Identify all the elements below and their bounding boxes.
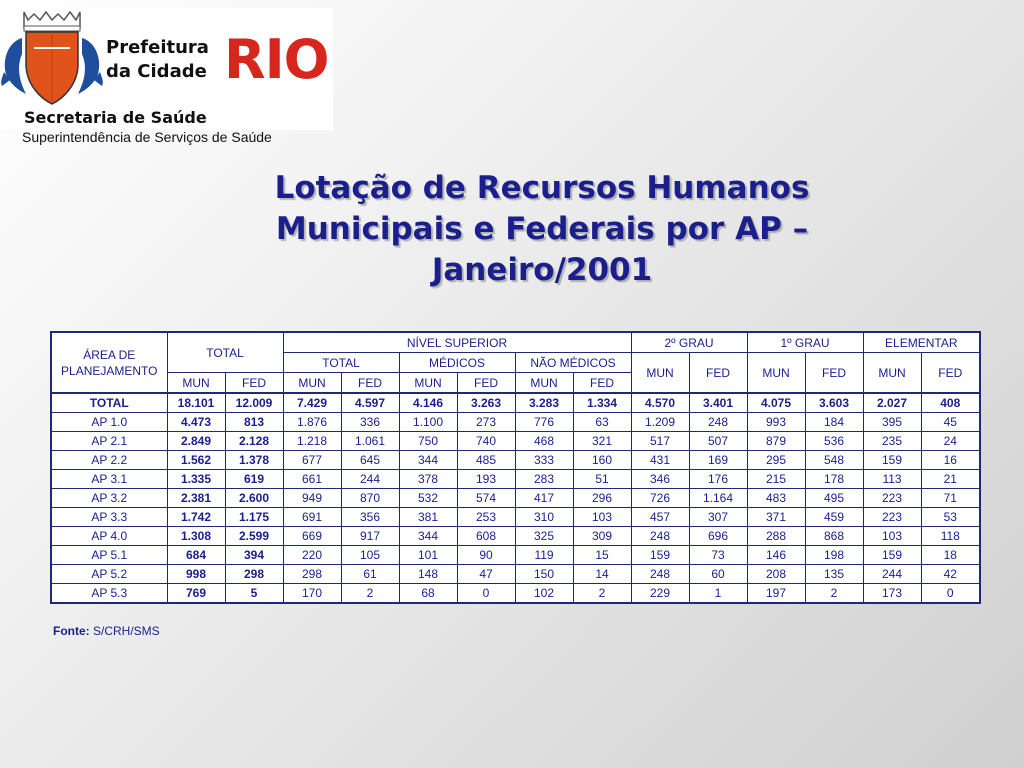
value-cell: 2.600	[225, 489, 283, 508]
value-cell: 2.128	[225, 432, 283, 451]
value-cell: 333	[515, 451, 573, 470]
value-cell: 0	[457, 584, 515, 604]
header-nao-medicos: NÃO MÉDICOS	[515, 353, 631, 373]
header-mun: MUN	[399, 373, 457, 394]
value-cell: 296	[573, 489, 631, 508]
value-cell: 1.164	[689, 489, 747, 508]
value-cell: 113	[863, 470, 921, 489]
header-mun: MUN	[515, 373, 573, 394]
table-row	[51, 584, 980, 604]
city-emblem-icon	[0, 8, 104, 108]
value-cell: 1	[689, 584, 747, 604]
value-cell: 868	[805, 527, 863, 546]
header-mun: MUN	[863, 353, 921, 394]
value-cell: 1.100	[399, 413, 457, 432]
value-cell: 208	[747, 565, 805, 584]
value-cell: 5	[225, 584, 283, 604]
value-cell: 244	[863, 565, 921, 584]
value-cell: 197	[747, 584, 805, 604]
value-cell: 215	[747, 470, 805, 489]
value-cell: 459	[805, 508, 863, 527]
value-cell: 0	[921, 584, 980, 604]
value-cell: 135	[805, 565, 863, 584]
table-row	[51, 489, 980, 508]
value-cell: 517	[631, 432, 689, 451]
value-cell: 71	[921, 489, 980, 508]
org-subtitle: Superintendência de Serviços de Saúde	[22, 129, 272, 145]
value-cell: 4.146	[399, 393, 457, 413]
value-cell: 103	[573, 508, 631, 527]
value-cell: 223	[863, 489, 921, 508]
area-cell: AP 2.1	[51, 432, 167, 451]
value-cell: 813	[225, 413, 283, 432]
value-cell: 253	[457, 508, 515, 527]
source-value: S/CRH/SMS	[89, 624, 160, 638]
value-cell: 776	[515, 413, 573, 432]
area-cell: AP 5.2	[51, 565, 167, 584]
area-cell: AP 2.2	[51, 451, 167, 470]
value-cell: 248	[689, 413, 747, 432]
title-line-1: Lotação de Recursos Humanos	[274, 170, 810, 206]
value-cell: 298	[283, 565, 341, 584]
table-row	[51, 565, 980, 584]
value-cell: 24	[921, 432, 980, 451]
value-cell: 220	[283, 546, 341, 565]
value-cell: 12.009	[225, 393, 283, 413]
value-cell: 507	[689, 432, 747, 451]
value-cell: 229	[631, 584, 689, 604]
area-cell: AP 3.2	[51, 489, 167, 508]
value-cell: 159	[863, 451, 921, 470]
logo-rio: RIO	[224, 28, 329, 91]
value-cell: 16	[921, 451, 980, 470]
value-cell: 696	[689, 527, 747, 546]
value-cell: 170	[283, 584, 341, 604]
table-row	[51, 432, 980, 451]
value-cell: 457	[631, 508, 689, 527]
value-cell: 198	[805, 546, 863, 565]
value-cell: 879	[747, 432, 805, 451]
page-title	[230, 168, 854, 291]
value-cell: 750	[399, 432, 457, 451]
area-cell: AP 4.0	[51, 527, 167, 546]
value-cell: 608	[457, 527, 515, 546]
table-row	[51, 451, 980, 470]
value-cell: 2	[341, 584, 399, 604]
value-cell: 4.473	[167, 413, 225, 432]
value-cell: 45	[921, 413, 980, 432]
value-cell: 726	[631, 489, 689, 508]
value-cell: 536	[805, 432, 863, 451]
value-cell: 2	[573, 584, 631, 604]
value-cell: 1.378	[225, 451, 283, 470]
logo	[0, 8, 333, 130]
area-cell: AP 5.1	[51, 546, 167, 565]
value-cell: 223	[863, 508, 921, 527]
value-cell: 184	[805, 413, 863, 432]
value-cell: 103	[863, 527, 921, 546]
value-cell: 47	[457, 565, 515, 584]
value-cell: 173	[863, 584, 921, 604]
header-fed: FED	[921, 353, 980, 394]
value-cell: 283	[515, 470, 573, 489]
value-cell: 3.603	[805, 393, 863, 413]
value-cell: 356	[341, 508, 399, 527]
value-cell: 1.308	[167, 527, 225, 546]
header-fed: FED	[573, 373, 631, 394]
logo-line-1: Prefeitura	[106, 37, 209, 58]
area-cell: AP 3.3	[51, 508, 167, 527]
header-mun: MUN	[747, 353, 805, 394]
value-cell: 176	[689, 470, 747, 489]
value-cell: 325	[515, 527, 573, 546]
value-cell: 119	[515, 546, 573, 565]
value-cell: 677	[283, 451, 341, 470]
value-cell: 4.597	[341, 393, 399, 413]
value-cell: 4.075	[747, 393, 805, 413]
header-total: TOTAL	[167, 332, 283, 373]
value-cell: 1.218	[283, 432, 341, 451]
value-cell: 61	[341, 565, 399, 584]
value-cell: 870	[341, 489, 399, 508]
value-cell: 346	[631, 470, 689, 489]
value-cell: 178	[805, 470, 863, 489]
value-cell: 7.429	[283, 393, 341, 413]
value-cell: 740	[457, 432, 515, 451]
value-cell: 18.101	[167, 393, 225, 413]
header-fed: FED	[805, 353, 863, 394]
value-cell: 1.335	[167, 470, 225, 489]
value-cell: 235	[863, 432, 921, 451]
value-cell: 661	[283, 470, 341, 489]
value-cell: 2.381	[167, 489, 225, 508]
value-cell: 148	[399, 565, 457, 584]
source-label: Fonte:	[53, 624, 90, 638]
value-cell: 378	[399, 470, 457, 489]
value-cell: 1.876	[283, 413, 341, 432]
value-cell: 248	[631, 565, 689, 584]
value-cell: 395	[863, 413, 921, 432]
value-cell: 495	[805, 489, 863, 508]
value-cell: 417	[515, 489, 573, 508]
header-mun: MUN	[631, 353, 689, 394]
header-fed: FED	[341, 373, 399, 394]
header-nivel-superior: NÍVEL SUPERIOR	[283, 332, 631, 353]
header-area: ÁREA DE PLANEJAMENTO	[51, 332, 167, 393]
header-1-grau: 1º GRAU	[747, 332, 863, 353]
value-cell: 684	[167, 546, 225, 565]
value-cell: 288	[747, 527, 805, 546]
value-cell: 691	[283, 508, 341, 527]
logo-text	[106, 36, 209, 84]
table-row	[51, 508, 980, 527]
value-cell: 1.742	[167, 508, 225, 527]
table-body	[51, 393, 980, 603]
value-cell: 310	[515, 508, 573, 527]
value-cell: 485	[457, 451, 515, 470]
value-cell: 118	[921, 527, 980, 546]
value-cell: 949	[283, 489, 341, 508]
value-cell: 244	[341, 470, 399, 489]
header-2-grau: 2º GRAU	[631, 332, 747, 353]
value-cell: 68	[399, 584, 457, 604]
value-cell: 4.570	[631, 393, 689, 413]
value-cell: 102	[515, 584, 573, 604]
value-cell: 394	[225, 546, 283, 565]
value-cell: 298	[225, 565, 283, 584]
header-elementar: ELEMENTAR	[863, 332, 980, 353]
value-cell: 669	[283, 527, 341, 546]
logo-line-2: da Cidade	[106, 61, 207, 82]
header-fed: FED	[689, 353, 747, 394]
value-cell: 1.334	[573, 393, 631, 413]
value-cell: 309	[573, 527, 631, 546]
value-cell: 105	[341, 546, 399, 565]
value-cell: 101	[399, 546, 457, 565]
value-cell: 344	[399, 527, 457, 546]
value-cell: 18	[921, 546, 980, 565]
value-cell: 3.401	[689, 393, 747, 413]
value-cell: 2	[805, 584, 863, 604]
header-mun: MUN	[283, 373, 341, 394]
value-cell: 295	[747, 451, 805, 470]
value-cell: 60	[689, 565, 747, 584]
value-cell: 3.283	[515, 393, 573, 413]
value-cell: 468	[515, 432, 573, 451]
value-cell: 483	[747, 489, 805, 508]
table-row	[51, 546, 980, 565]
value-cell: 160	[573, 451, 631, 470]
value-cell: 307	[689, 508, 747, 527]
area-cell: AP 3.1	[51, 470, 167, 489]
value-cell: 90	[457, 546, 515, 565]
title-line-2: Municipais e Federais por AP –	[275, 211, 809, 247]
header-fed: FED	[225, 373, 283, 394]
value-cell: 146	[747, 546, 805, 565]
value-cell: 1.562	[167, 451, 225, 470]
value-cell: 619	[225, 470, 283, 489]
value-cell: 371	[747, 508, 805, 527]
value-cell: 159	[863, 546, 921, 565]
value-cell: 336	[341, 413, 399, 432]
title-line-3: Janeiro/2001	[431, 252, 653, 288]
value-cell: 53	[921, 508, 980, 527]
value-cell: 769	[167, 584, 225, 604]
value-cell: 73	[689, 546, 747, 565]
value-cell: 998	[167, 565, 225, 584]
table-row	[51, 527, 980, 546]
value-cell: 14	[573, 565, 631, 584]
value-cell: 51	[573, 470, 631, 489]
header-ns-total: TOTAL	[283, 353, 399, 373]
value-cell: 993	[747, 413, 805, 432]
value-cell: 917	[341, 527, 399, 546]
area-cell: AP 1.0	[51, 413, 167, 432]
table-row	[51, 413, 980, 432]
value-cell: 645	[341, 451, 399, 470]
hr-allocation-table	[50, 331, 981, 604]
value-cell: 574	[457, 489, 515, 508]
value-cell: 321	[573, 432, 631, 451]
value-cell: 344	[399, 451, 457, 470]
total-row	[51, 393, 980, 413]
value-cell: 431	[631, 451, 689, 470]
value-cell: 408	[921, 393, 980, 413]
value-cell: 381	[399, 508, 457, 527]
value-cell: 1.209	[631, 413, 689, 432]
value-cell: 159	[631, 546, 689, 565]
value-cell: 2.027	[863, 393, 921, 413]
value-cell: 21	[921, 470, 980, 489]
header-fed: FED	[457, 373, 515, 394]
value-cell: 63	[573, 413, 631, 432]
value-cell: 2.849	[167, 432, 225, 451]
logo-secretaria: Secretaria de Saúde	[24, 108, 207, 127]
value-cell: 548	[805, 451, 863, 470]
value-cell: 193	[457, 470, 515, 489]
header-mun: MUN	[167, 373, 225, 394]
value-cell: 532	[399, 489, 457, 508]
value-cell: 273	[457, 413, 515, 432]
value-cell: 15	[573, 546, 631, 565]
area-cell: TOTAL	[51, 393, 167, 413]
value-cell: 248	[631, 527, 689, 546]
value-cell: 1.061	[341, 432, 399, 451]
area-cell: AP 5.3	[51, 584, 167, 604]
value-cell: 169	[689, 451, 747, 470]
value-cell: 3.263	[457, 393, 515, 413]
value-cell: 1.175	[225, 508, 283, 527]
table-row	[51, 470, 980, 489]
source-note	[53, 624, 160, 639]
header-medicos: MÉDICOS	[399, 353, 515, 373]
value-cell: 2.599	[225, 527, 283, 546]
value-cell: 42	[921, 565, 980, 584]
value-cell: 150	[515, 565, 573, 584]
